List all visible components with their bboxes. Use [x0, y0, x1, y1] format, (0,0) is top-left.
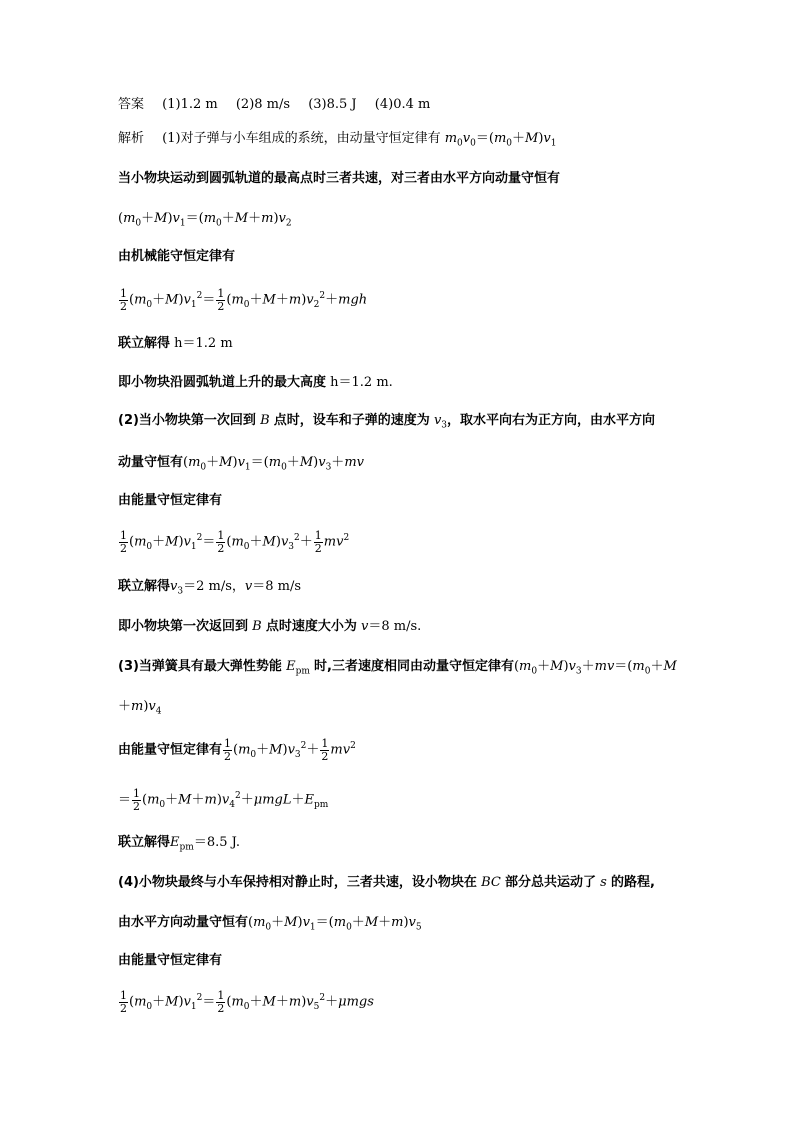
part4-line-1: (4)小物块最终与小车保持相对静止时，三者共速，设小物块在 BC 部分总共运动了 s 的路程,	[118, 875, 655, 890]
eq-energy-1: $\frac{1}{2}$ $(m_0+M)v_1^2=$ $\frac{1}{2}$ $(m_0+M+m)v_2^2+mgh$	[120, 287, 368, 313]
conclusion-line-2: 即小物块第一次返回到 B 点时速度大小为 v＝8 m/s.	[118, 619, 422, 634]
answer-1: (1)1.2 m	[162, 97, 218, 112]
conclusion-line-1: 即小物块沿圆弧轨道上升的最大高度 h＝1.2 m.	[118, 375, 393, 390]
eq-momentum-1: $m_0v_0=(m_0+M)v_1$	[444, 131, 557, 149]
result-line-1: 联立解得 h＝1.2 m	[118, 336, 233, 351]
part3-line-2: $+m)v_4$	[118, 699, 162, 717]
result-line-3: 联立解得$E_{pm}=8.5$ J.	[118, 835, 240, 853]
eq-energy-4: $\frac{1}{2}$ $(m_0+M)v_1^2=$ $\frac{1}{2}$ $(m_0+M+m)v_5^2+\mu mgs$	[120, 989, 374, 1015]
analysis-label: 解析	[118, 131, 145, 146]
result-line-2: 联立解得$v_3=2$ m/s，v＝8 m/s	[118, 579, 302, 597]
text-p2: 当小物块运动到圆弧轨道的最高点时三者共速，对三者由水平方向动量守恒有	[118, 171, 561, 186]
answer-line	[118, 98, 430, 111]
eq-energy-2: $\frac{1}{2}$ $(m_0+M)v_1^2=$ $\frac{1}{2}$ $(m_0+M)v_3^2+$ $\frac{1}{2}$ $mv^2$	[120, 529, 350, 555]
part4-line-2: 由水平方向动量守恒有$(m_0+M)v_1=(m_0+M+m)v_5$	[118, 915, 422, 933]
part2-line-2: 动量守恒有$(m_0+M)v_1=(m_0+M)v_3+mv$	[118, 455, 364, 473]
answer-label: 答案	[118, 97, 145, 112]
part3-line-3: 由能量守恒定律有 $\frac{1}{2}$ $(m_0+M)v_3^2+$ $\frac{1}{2}$ $mv^2$	[118, 737, 356, 763]
text-p1: (1)对子弹与小车组成的系统，由动量守恒定律有	[162, 131, 441, 146]
text-p16: 由能量守恒定律有	[118, 953, 223, 968]
text-p8: 由能量守恒定律有	[118, 493, 223, 508]
answer-4: (4)0.4 m	[374, 97, 431, 112]
analysis-line-1	[118, 131, 557, 149]
answer-3: (3)8.5 J	[308, 97, 357, 112]
part3-line-4: ＝ $\frac{1}{2}$ $(m_0+M+m)v_4^2+\mu mgL+E_{pm}$	[118, 787, 329, 813]
eq-momentum-2: $(m_0+M)v_1=(m_0+M+m)v_2$	[118, 211, 292, 229]
part3-line-1: (3)当弹簧具有最大弹性势能 $E_{pm}$ 时,三者速度相同由动量守恒定律有$(m_0+M)v_3+mv=(m_0+M$	[118, 659, 677, 677]
answer-2: (2)8 m/s	[235, 97, 291, 112]
text-p3: 由机械能守恒定律有	[118, 249, 236, 264]
part2-line-1: (2)当小物块第一次回到 B 点时，设车和子弹的速度为 $v_3$，取水平向右为正方向，由水平方向	[118, 413, 656, 431]
